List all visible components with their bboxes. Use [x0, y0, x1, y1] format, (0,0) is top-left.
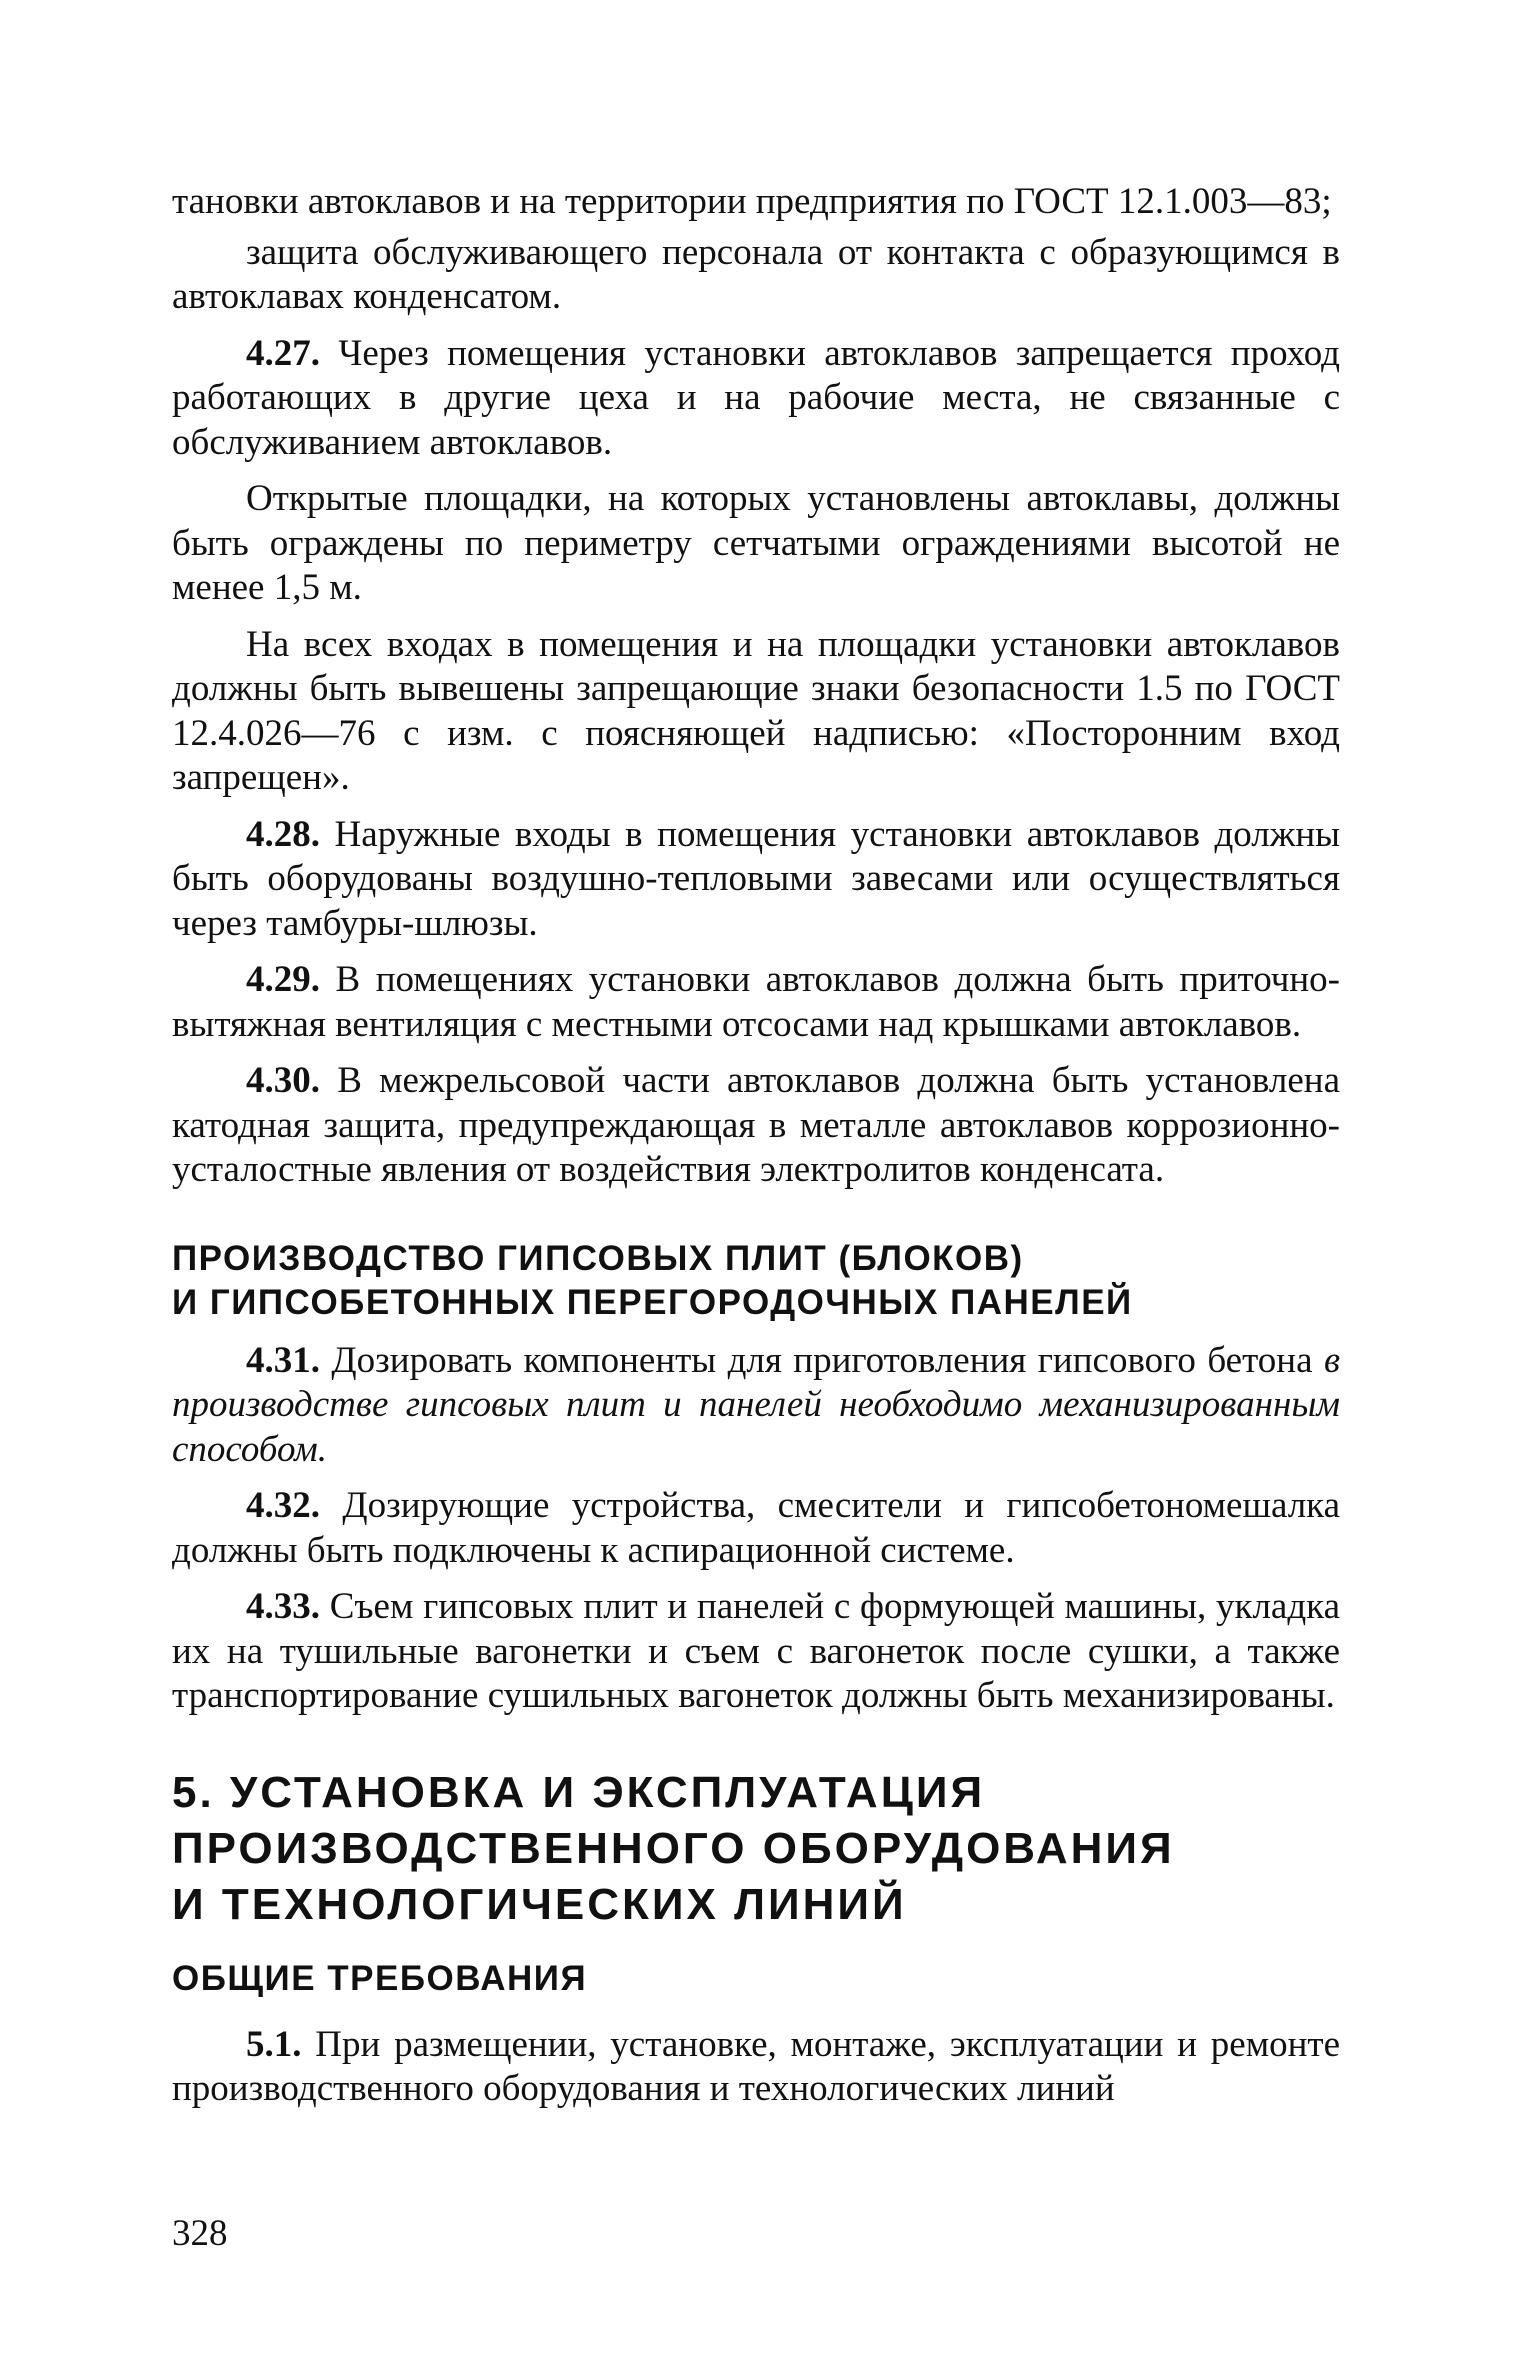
- section-heading-line: И ГИПСОБЕТОННЫХ ПЕРЕГОРОДОЧНЫХ ПАНЕЛЕЙ: [172, 1282, 1133, 1322]
- paragraph-text: Дозировать компоненты для приготовления гипсового бетона: [320, 1339, 1324, 1381]
- paragraph-4-27: [172, 332, 1340, 466]
- clause-number: 4.30.: [246, 1060, 320, 1101]
- subheading-general-requirements: ОБЩИЕ ТРЕБОВАНИЯ: [172, 1958, 588, 1998]
- paragraph-open-platforms: Открытые площадки, на которых установлены автоклавы, должны быть ограждены по периметру сетчатыми ограждениями высотой не менее 1,5 м.: [172, 478, 1340, 608]
- clause-number: 4.32.: [246, 1485, 320, 1526]
- clause-number: 4.31.: [246, 1339, 320, 1381]
- chapter-heading-line: И ТЕХНОЛОГИЧЕСКИХ ЛИНИЙ: [172, 1879, 907, 1929]
- paragraph-text: Через помещения установки автоклавов запрещается проход работающих в другие цеха и на рабочие места, не связанные с обслуживанием автоклавов.: [172, 332, 1340, 463]
- clause-number: 4.28.: [246, 813, 320, 855]
- paragraph-4-30: [172, 1059, 1340, 1193]
- chapter-heading-line: 5. УСТАНОВКА И ЭКСПЛУАТАЦИЯ: [172, 1767, 986, 1817]
- paragraph-4-29: [172, 958, 1340, 1047]
- clause-number: 4.27.: [246, 332, 320, 374]
- paragraph-text: При размещении, установке, монтаже, эксплуатации и ремонте производственного оборудования и технологических линий: [172, 2023, 1340, 2109]
- paragraph-condensate-protection: защита обслуживающего персонала от контакта с образующимся в автоклавах конденсатом.: [172, 231, 1340, 317]
- clause-number: 4.33.: [246, 1586, 320, 1627]
- paragraph-text: Дозирующие устройства, смесители и гипсобетономешалка должны быть подключены к аспирационной системе.: [172, 1485, 1340, 1571]
- paragraph-text: Наружные входы в помещения установки автоклавов должны быть оборудованы воздушно-тепловыми завесами или осуществляться через тамбуры-шлюзы.: [172, 813, 1340, 944]
- paragraph-4-28: [172, 813, 1340, 947]
- paragraph-4-33: [172, 1585, 1340, 1719]
- section-heading-line: ПРОИЗВОДСТВО ГИПСОВЫХ ПЛИТ (БЛОКОВ): [172, 1238, 1024, 1278]
- paragraph-text: В межрельсовой части автоклавов должна быть установлена катодная защита, предупреждающая в металле автоклавов коррозионно-усталостные явления от воздействия электролитов конденсата.: [172, 1060, 1340, 1190]
- document-page: [172, 180, 1340, 2112]
- paragraph-4-32: [172, 1484, 1340, 1573]
- clause-number: 4.29.: [246, 959, 320, 1000]
- paragraph-gost-continuation: тановки автоклавов и на территории предприятия по ГОСТ 12.1.003—83;: [172, 181, 1332, 222]
- chapter-heading-line: ПРОИЗВОДСТВЕННОГО ОБОРУДОВАНИЯ: [172, 1823, 1175, 1873]
- page-number: 328: [172, 2213, 228, 2254]
- clause-number: 5.1.: [246, 2023, 302, 2065]
- paragraph-text: Съем гипсовых плит и панелей с формующей машины, укладка их на тушильные вагонетки и съем с вагонеток после сушки, а также транспортирование сушильных вагонеток должны быть механизированы.: [172, 1586, 1340, 1716]
- paragraph-safety-signs: На всех входах в помещения и на площадки установки автоклавов должны быть вывешены запрещающие знаки безопасности 1.5 по ГОСТ 12.4.026—76 с изм. с поясняющей надписью: «Посторонним вход запрещен».: [172, 623, 1340, 798]
- paragraph-4-31: [172, 1339, 1340, 1473]
- section-heading-gypsum: [172, 1237, 1340, 1325]
- chapter-heading-5: [172, 1765, 1340, 1933]
- paragraph-text-italic: в производстве гипсовых плит и панелей необходимо механизированным способом.: [172, 1339, 1340, 1470]
- paragraph-5-1: [172, 2023, 1340, 2112]
- paragraph-text: В помещениях установки автоклавов должна быть приточно-вытяжная вентиляция с местными отсосами над крышками автоклавов.: [172, 959, 1340, 1045]
